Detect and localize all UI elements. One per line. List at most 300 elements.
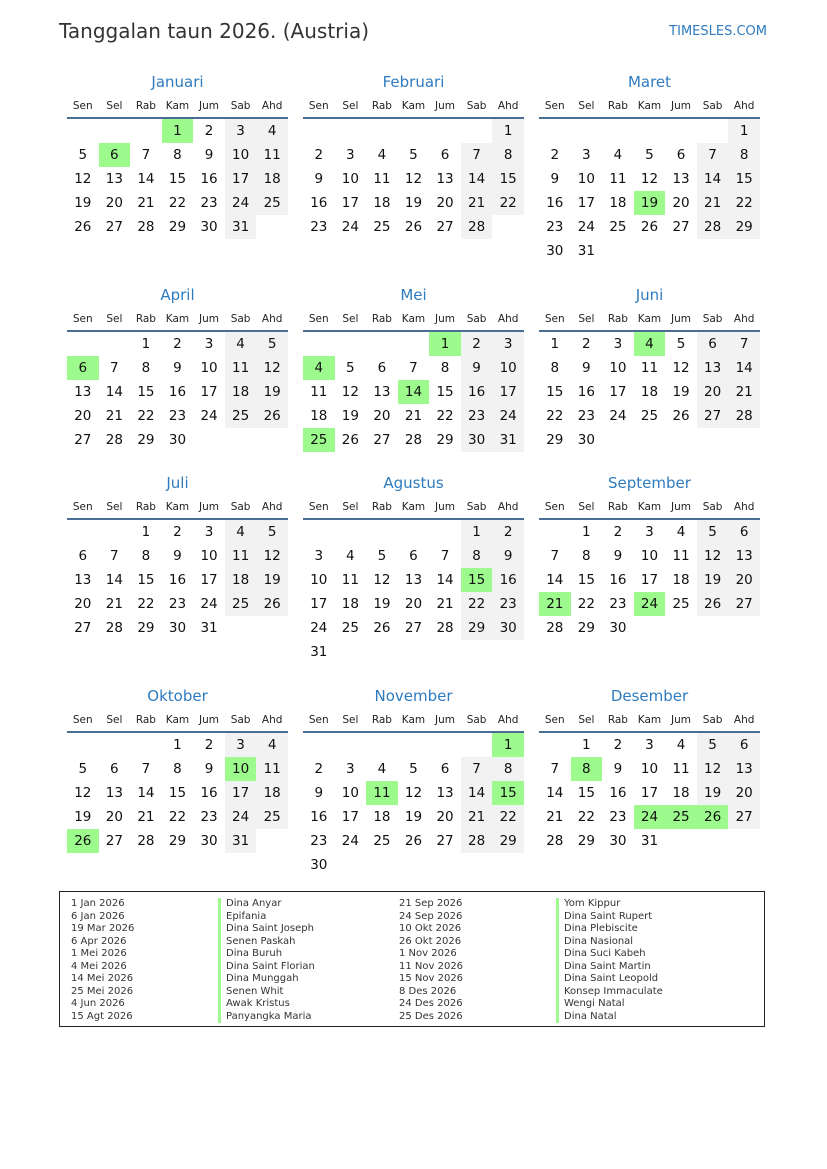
day-cell[interactable]: 9 (461, 356, 493, 380)
day-cell[interactable]: 18 (225, 568, 257, 592)
day-cell[interactable]: 19 (404, 809, 423, 825)
day-cell[interactable]: 15 (168, 785, 187, 801)
day-cell[interactable]: 20 (105, 195, 123, 211)
day-cell[interactable]: 4 (225, 332, 257, 356)
day-cell[interactable]: 21 (546, 809, 564, 825)
holiday-day-cell[interactable]: 15 (461, 568, 493, 592)
day-cell[interactable]: 6 (697, 332, 729, 356)
day-cell[interactable]: 16 (200, 171, 218, 187)
day-cell[interactable]: 21 (436, 596, 454, 612)
day-cell[interactable]: 9 (204, 147, 214, 163)
day-cell[interactable]: 14 (697, 167, 729, 191)
day-cell[interactable]: 2 (550, 147, 560, 163)
day-cell[interactable]: 28 (546, 833, 564, 849)
day-cell[interactable]: 19 (697, 568, 729, 592)
day-cell[interactable]: 18 (341, 596, 359, 612)
holiday-day-cell[interactable]: 10 (225, 757, 257, 781)
day-cell[interactable]: 1 (461, 520, 493, 544)
day-cell[interactable]: 4 (377, 761, 387, 777)
day-cell[interactable]: 28 (137, 219, 155, 235)
day-cell[interactable]: 9 (173, 548, 182, 564)
day-cell[interactable]: 4 (676, 737, 686, 753)
day-cell[interactable]: 12 (256, 356, 288, 380)
day-cell[interactable]: 27 (105, 833, 123, 849)
holiday-day-cell[interactable]: 6 (99, 143, 131, 167)
day-cell[interactable]: 25 (225, 592, 257, 616)
day-cell[interactable]: 7 (550, 548, 560, 564)
day-cell[interactable]: 21 (461, 805, 493, 829)
holiday-day-cell[interactable]: 1 (429, 332, 461, 356)
day-cell[interactable]: 28 (404, 432, 423, 448)
day-cell[interactable]: 24 (341, 833, 359, 849)
day-cell[interactable]: 8 (173, 761, 182, 777)
day-cell[interactable]: 30 (168, 620, 187, 636)
holiday-day-cell[interactable]: 1 (492, 733, 524, 757)
day-cell[interactable]: 28 (105, 432, 123, 448)
day-cell[interactable]: 25 (373, 219, 391, 235)
day-cell[interactable]: 23 (310, 833, 328, 849)
day-cell[interactable]: 25 (225, 404, 257, 428)
day-cell[interactable]: 27 (404, 620, 423, 636)
day-cell[interactable]: 15 (137, 572, 155, 588)
day-cell[interactable]: 2 (461, 332, 493, 356)
day-cell[interactable]: 16 (609, 785, 627, 801)
day-cell[interactable]: 25 (256, 805, 288, 829)
day-cell[interactable]: 28 (436, 620, 454, 636)
day-cell[interactable]: 8 (461, 544, 493, 568)
day-cell[interactable]: 10 (640, 761, 659, 777)
day-cell[interactable]: 14 (546, 572, 564, 588)
day-cell[interactable]: 14 (137, 785, 155, 801)
day-cell[interactable]: 17 (341, 195, 359, 211)
day-cell[interactable]: 15 (546, 384, 564, 400)
day-cell[interactable]: 12 (74, 171, 92, 187)
day-cell[interactable]: 23 (200, 809, 218, 825)
day-cell[interactable]: 18 (256, 781, 288, 805)
day-cell[interactable]: 5 (346, 360, 355, 376)
day-cell[interactable]: 20 (436, 809, 454, 825)
day-cell[interactable]: 20 (436, 195, 454, 211)
day-cell[interactable]: 13 (105, 785, 123, 801)
day-cell[interactable]: 14 (436, 572, 454, 588)
day-cell[interactable]: 17 (200, 572, 218, 588)
day-cell[interactable]: 26 (404, 833, 423, 849)
day-cell[interactable]: 3 (225, 119, 257, 143)
day-cell[interactable]: 19 (672, 384, 690, 400)
day-cell[interactable]: 3 (204, 336, 214, 352)
day-cell[interactable]: 25 (672, 596, 690, 612)
day-cell[interactable]: 13 (728, 757, 760, 781)
day-cell[interactable]: 13 (697, 356, 729, 380)
day-cell[interactable]: 28 (105, 620, 123, 636)
day-cell[interactable]: 27 (436, 219, 454, 235)
day-cell[interactable]: 24 (310, 620, 328, 636)
day-cell[interactable]: 28 (461, 215, 493, 239)
day-cell[interactable]: 23 (310, 219, 328, 235)
day-cell[interactable]: 15 (137, 384, 155, 400)
day-cell[interactable]: 28 (697, 215, 729, 239)
day-cell[interactable]: 10 (310, 572, 328, 588)
day-cell[interactable]: 29 (728, 215, 760, 239)
day-cell[interactable]: 9 (582, 360, 591, 376)
day-cell[interactable]: 13 (105, 171, 123, 187)
day-cell[interactable]: 30 (168, 432, 187, 448)
day-cell[interactable]: 23 (492, 592, 524, 616)
day-cell[interactable]: 13 (74, 572, 92, 588)
day-cell[interactable]: 19 (373, 596, 391, 612)
day-cell[interactable]: 17 (577, 195, 595, 211)
day-cell[interactable]: 8 (550, 360, 560, 376)
day-cell[interactable]: 4 (377, 147, 387, 163)
day-cell[interactable]: 5 (645, 147, 654, 163)
day-cell[interactable]: 16 (168, 384, 187, 400)
day-cell[interactable]: 11 (256, 143, 288, 167)
day-cell[interactable]: 18 (640, 384, 659, 400)
day-cell[interactable]: 23 (609, 809, 627, 825)
day-cell[interactable]: 22 (577, 596, 595, 612)
day-cell[interactable]: 8 (141, 548, 151, 564)
day-cell[interactable]: 18 (256, 167, 288, 191)
day-cell[interactable]: 20 (74, 596, 92, 612)
day-cell[interactable]: 20 (74, 408, 92, 424)
day-cell[interactable]: 10 (341, 785, 359, 801)
day-cell[interactable]: 21 (105, 596, 123, 612)
day-cell[interactable]: 12 (341, 384, 359, 400)
day-cell[interactable]: 22 (492, 191, 524, 215)
day-cell[interactable]: 11 (672, 761, 690, 777)
day-cell[interactable]: 19 (341, 408, 359, 424)
day-cell[interactable]: 2 (173, 336, 182, 352)
day-cell[interactable]: 16 (310, 809, 328, 825)
day-cell[interactable]: 12 (697, 757, 729, 781)
day-cell[interactable]: 1 (728, 119, 760, 143)
day-cell[interactable]: 26 (640, 219, 659, 235)
day-cell[interactable]: 8 (492, 757, 524, 781)
day-cell[interactable]: 30 (609, 620, 627, 636)
day-cell[interactable]: 15 (492, 167, 524, 191)
day-cell[interactable]: 18 (310, 408, 328, 424)
day-cell[interactable]: 30 (310, 857, 328, 873)
day-cell[interactable]: 10 (492, 356, 524, 380)
day-cell[interactable]: 17 (640, 785, 659, 801)
day-cell[interactable]: 30 (546, 243, 564, 259)
day-cell[interactable]: 11 (672, 548, 690, 564)
day-cell[interactable]: 9 (550, 171, 560, 187)
day-cell[interactable]: 21 (137, 195, 155, 211)
day-cell[interactable]: 1 (550, 336, 560, 352)
day-cell[interactable]: 1 (582, 524, 591, 540)
day-cell[interactable]: 20 (672, 195, 690, 211)
day-cell[interactable]: 3 (645, 524, 654, 540)
day-cell[interactable]: 24 (225, 191, 257, 215)
day-cell[interactable]: 8 (173, 147, 182, 163)
day-cell[interactable]: 8 (141, 360, 151, 376)
day-cell[interactable]: 30 (200, 833, 218, 849)
day-cell[interactable]: 24 (609, 408, 627, 424)
holiday-day-cell[interactable]: 26 (697, 805, 729, 829)
day-cell[interactable]: 15 (168, 171, 187, 187)
day-cell[interactable]: 11 (609, 171, 627, 187)
day-cell[interactable]: 26 (74, 219, 92, 235)
day-cell[interactable]: 19 (256, 380, 288, 404)
day-cell[interactable]: 4 (225, 520, 257, 544)
day-cell[interactable]: 20 (728, 781, 760, 805)
day-cell[interactable]: 25 (341, 620, 359, 636)
day-cell[interactable]: 26 (373, 620, 391, 636)
day-cell[interactable]: 27 (74, 432, 92, 448)
day-cell[interactable]: 20 (105, 809, 123, 825)
day-cell[interactable]: 16 (310, 195, 328, 211)
day-cell[interactable]: 26 (256, 404, 288, 428)
day-cell[interactable]: 7 (409, 360, 418, 376)
day-cell[interactable]: 9 (613, 548, 623, 564)
day-cell[interactable]: 31 (640, 833, 659, 849)
day-cell[interactable]: 25 (640, 408, 659, 424)
day-cell[interactable]: 26 (341, 432, 359, 448)
day-cell[interactable]: 5 (409, 147, 418, 163)
day-cell[interactable]: 14 (728, 356, 760, 380)
day-cell[interactable]: 27 (728, 805, 760, 829)
day-cell[interactable]: 16 (168, 572, 187, 588)
day-cell[interactable]: 17 (341, 809, 359, 825)
day-cell[interactable]: 1 (492, 119, 524, 143)
day-cell[interactable]: 27 (728, 592, 760, 616)
day-cell[interactable]: 19 (74, 809, 92, 825)
day-cell[interactable]: 6 (676, 147, 686, 163)
day-cell[interactable]: 16 (546, 195, 564, 211)
day-cell[interactable]: 29 (436, 432, 454, 448)
day-cell[interactable]: 6 (377, 360, 387, 376)
day-cell[interactable]: 5 (78, 147, 88, 163)
holiday-day-cell[interactable]: 4 (634, 332, 666, 356)
day-cell[interactable]: 29 (546, 432, 564, 448)
day-cell[interactable]: 22 (168, 195, 187, 211)
day-cell[interactable]: 6 (110, 761, 119, 777)
day-cell[interactable]: 3 (582, 147, 591, 163)
day-cell[interactable]: 5 (78, 761, 88, 777)
day-cell[interactable]: 18 (672, 572, 690, 588)
day-cell[interactable]: 29 (168, 833, 187, 849)
day-cell[interactable]: 4 (256, 733, 288, 757)
day-cell[interactable]: 17 (225, 781, 257, 805)
day-cell[interactable]: 31 (200, 620, 218, 636)
day-cell[interactable]: 23 (577, 408, 595, 424)
day-cell[interactable]: 1 (582, 737, 591, 753)
day-cell[interactable]: 12 (640, 171, 659, 187)
day-cell[interactable]: 30 (492, 616, 524, 640)
day-cell[interactable]: 11 (341, 572, 359, 588)
day-cell[interactable]: 15 (577, 785, 595, 801)
day-cell[interactable]: 23 (461, 404, 493, 428)
day-cell[interactable]: 12 (256, 544, 288, 568)
day-cell[interactable]: 14 (546, 785, 564, 801)
day-cell[interactable]: 30 (200, 219, 218, 235)
holiday-day-cell[interactable]: 6 (67, 356, 99, 380)
brand-link[interactable]: TIMESLES.COM (669, 24, 767, 39)
day-cell[interactable]: 9 (613, 761, 623, 777)
day-cell[interactable]: 11 (225, 356, 257, 380)
day-cell[interactable]: 2 (613, 737, 623, 753)
day-cell[interactable]: 24 (225, 805, 257, 829)
day-cell[interactable]: 19 (697, 781, 729, 805)
day-cell[interactable]: 2 (582, 336, 591, 352)
day-cell[interactable]: 5 (676, 336, 686, 352)
day-cell[interactable]: 13 (728, 544, 760, 568)
day-cell[interactable]: 19 (256, 568, 288, 592)
day-cell[interactable]: 13 (436, 171, 454, 187)
day-cell[interactable]: 21 (461, 191, 493, 215)
day-cell[interactable]: 8 (582, 548, 591, 564)
day-cell[interactable]: 31 (577, 243, 595, 259)
day-cell[interactable]: 15 (577, 572, 595, 588)
day-cell[interactable]: 10 (341, 171, 359, 187)
day-cell[interactable]: 3 (346, 761, 355, 777)
day-cell[interactable]: 28 (137, 833, 155, 849)
day-cell[interactable]: 14 (105, 572, 123, 588)
holiday-day-cell[interactable]: 1 (162, 119, 194, 143)
day-cell[interactable]: 9 (204, 761, 214, 777)
day-cell[interactable]: 20 (373, 408, 391, 424)
day-cell[interactable]: 22 (137, 408, 155, 424)
day-cell[interactable]: 17 (640, 572, 659, 588)
day-cell[interactable]: 3 (225, 733, 257, 757)
day-cell[interactable]: 21 (697, 191, 729, 215)
day-cell[interactable]: 3 (314, 548, 324, 564)
day-cell[interactable]: 22 (168, 809, 187, 825)
day-cell[interactable]: 14 (461, 167, 493, 191)
holiday-day-cell[interactable]: 15 (492, 781, 524, 805)
day-cell[interactable]: 20 (697, 380, 729, 404)
day-cell[interactable]: 12 (697, 544, 729, 568)
day-cell[interactable]: 7 (110, 548, 119, 564)
day-cell[interactable]: 12 (404, 785, 423, 801)
day-cell[interactable]: 21 (404, 408, 423, 424)
day-cell[interactable]: 2 (492, 520, 524, 544)
day-cell[interactable]: 8 (492, 143, 524, 167)
holiday-day-cell[interactable]: 25 (665, 805, 697, 829)
day-cell[interactable]: 22 (137, 596, 155, 612)
day-cell[interactable]: 12 (373, 572, 391, 588)
day-cell[interactable]: 21 (137, 809, 155, 825)
day-cell[interactable]: 23 (546, 219, 564, 235)
day-cell[interactable]: 17 (310, 596, 328, 612)
day-cell[interactable]: 14 (461, 781, 493, 805)
day-cell[interactable]: 23 (168, 596, 187, 612)
day-cell[interactable]: 25 (373, 833, 391, 849)
day-cell[interactable]: 16 (577, 384, 595, 400)
day-cell[interactable]: 8 (440, 360, 450, 376)
day-cell[interactable]: 10 (609, 360, 627, 376)
day-cell[interactable]: 28 (461, 829, 493, 853)
day-cell[interactable]: 29 (492, 829, 524, 853)
day-cell[interactable]: 20 (404, 596, 423, 612)
day-cell[interactable]: 8 (728, 143, 760, 167)
day-cell[interactable]: 13 (373, 384, 391, 400)
day-cell[interactable]: 2 (204, 123, 214, 139)
holiday-day-cell[interactable]: 11 (366, 781, 398, 805)
day-cell[interactable]: 26 (404, 219, 423, 235)
day-cell[interactable]: 15 (728, 167, 760, 191)
day-cell[interactable]: 28 (546, 620, 564, 636)
day-cell[interactable]: 15 (436, 384, 454, 400)
day-cell[interactable]: 2 (314, 147, 324, 163)
day-cell[interactable]: 23 (200, 195, 218, 211)
day-cell[interactable]: 29 (168, 219, 187, 235)
day-cell[interactable]: 27 (436, 833, 454, 849)
day-cell[interactable]: 19 (404, 195, 423, 211)
day-cell[interactable]: 6 (728, 733, 760, 757)
day-cell[interactable]: 17 (200, 384, 218, 400)
day-cell[interactable]: 5 (256, 520, 288, 544)
day-cell[interactable]: 7 (461, 757, 493, 781)
day-cell[interactable]: 10 (577, 171, 595, 187)
day-cell[interactable]: 16 (609, 572, 627, 588)
holiday-day-cell[interactable]: 14 (398, 380, 430, 404)
day-cell[interactable]: 9 (173, 360, 182, 376)
day-cell[interactable]: 17 (225, 167, 257, 191)
day-cell[interactable]: 11 (256, 757, 288, 781)
day-cell[interactable]: 11 (640, 360, 659, 376)
day-cell[interactable]: 24 (577, 219, 595, 235)
day-cell[interactable]: 24 (492, 404, 524, 428)
day-cell[interactable]: 10 (200, 548, 218, 564)
day-cell[interactable]: 22 (436, 408, 454, 424)
day-cell[interactable]: 16 (461, 380, 493, 404)
day-cell[interactable]: 5 (377, 548, 387, 564)
day-cell[interactable]: 18 (373, 809, 391, 825)
day-cell[interactable]: 17 (609, 384, 627, 400)
day-cell[interactable]: 18 (225, 380, 257, 404)
day-cell[interactable]: 5 (409, 761, 418, 777)
day-cell[interactable]: 13 (74, 384, 92, 400)
day-cell[interactable]: 3 (204, 524, 214, 540)
day-cell[interactable]: 28 (728, 404, 760, 428)
day-cell[interactable]: 7 (141, 147, 151, 163)
day-cell[interactable]: 5 (697, 733, 729, 757)
day-cell[interactable]: 16 (200, 785, 218, 801)
day-cell[interactable]: 31 (492, 428, 524, 452)
day-cell[interactable]: 22 (728, 191, 760, 215)
day-cell[interactable]: 5 (697, 520, 729, 544)
day-cell[interactable]: 12 (74, 785, 92, 801)
day-cell[interactable]: 26 (697, 592, 729, 616)
day-cell[interactable]: 13 (672, 171, 690, 187)
day-cell[interactable]: 4 (346, 548, 355, 564)
day-cell[interactable]: 24 (200, 408, 218, 424)
day-cell[interactable]: 4 (613, 147, 623, 163)
day-cell[interactable]: 9 (314, 171, 324, 187)
day-cell[interactable]: 7 (440, 548, 450, 564)
day-cell[interactable]: 18 (609, 195, 627, 211)
day-cell[interactable]: 25 (609, 219, 627, 235)
holiday-day-cell[interactable]: 19 (634, 191, 666, 215)
holiday-day-cell[interactable]: 24 (634, 592, 666, 616)
holiday-day-cell[interactable]: 26 (67, 829, 99, 853)
day-cell[interactable]: 6 (440, 761, 450, 777)
day-cell[interactable]: 16 (492, 568, 524, 592)
day-cell[interactable]: 18 (373, 195, 391, 211)
day-cell[interactable]: 24 (341, 219, 359, 235)
day-cell[interactable]: 27 (373, 432, 391, 448)
day-cell[interactable]: 6 (409, 548, 418, 564)
day-cell[interactable]: 2 (173, 524, 182, 540)
day-cell[interactable]: 18 (672, 785, 690, 801)
holiday-day-cell[interactable]: 25 (303, 428, 335, 452)
day-cell[interactable]: 30 (461, 428, 493, 452)
day-cell[interactable]: 3 (645, 737, 654, 753)
day-cell[interactable]: 11 (373, 171, 391, 187)
day-cell[interactable]: 10 (225, 143, 257, 167)
